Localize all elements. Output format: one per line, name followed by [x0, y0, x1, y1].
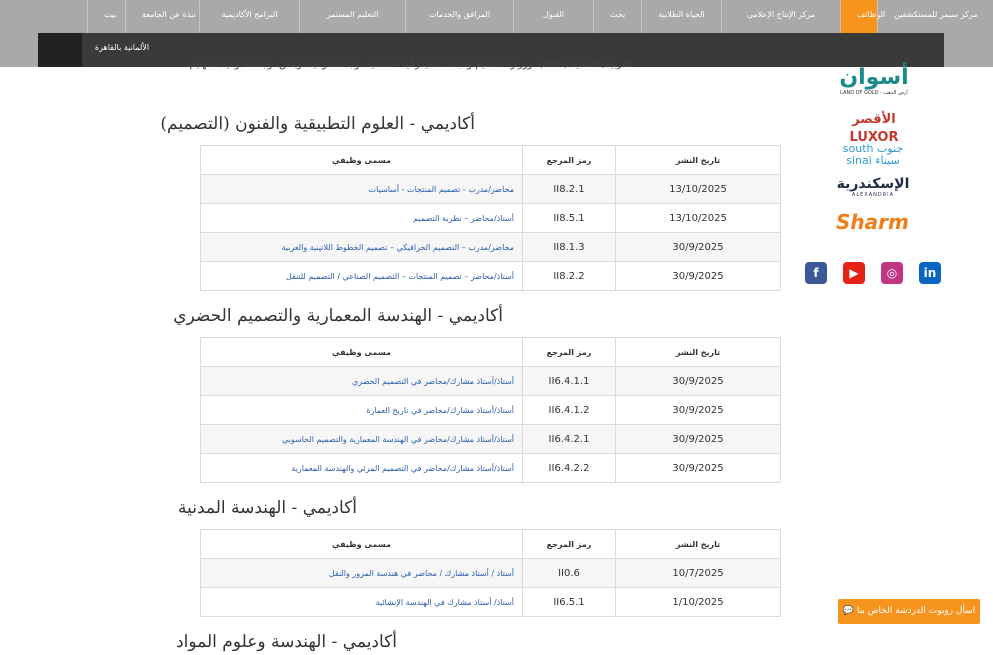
publish-date: 30/9/2025: [616, 367, 781, 396]
logo-south-sinai[interactable]: [830, 143, 916, 167]
linkedin-icon[interactable]: in: [919, 262, 941, 284]
main-menu: [87, 0, 993, 33]
reference-code: II6.4.1.1: [523, 367, 616, 396]
reference-code: II6.4.1.2: [523, 396, 616, 425]
jobs-table-applied-arts: [200, 145, 781, 291]
reference-code: II8.2.1: [523, 175, 616, 204]
nav-item[interactable]: الحياة الطلابية: [641, 0, 721, 33]
job-title-link[interactable]: أستاذ/محاضر – نظرية التصميم: [413, 213, 514, 223]
publish-date: 30/9/2025: [616, 425, 781, 454]
menu-item-german-cairo[interactable]: الألمانية بالقاهرة: [94, 43, 150, 52]
reference-code: II0.6: [523, 559, 616, 588]
table-header-row: [201, 338, 781, 367]
youtube-icon[interactable]: ▶: [843, 262, 865, 284]
job-title-cell: [201, 175, 523, 204]
job-title-link[interactable]: أستاذ / أستاذ مشارك / محاضر في هندسة المرور والنقل: [328, 568, 514, 578]
logo-luxor[interactable]: الأقصر LUXOR: [849, 112, 899, 145]
intro-text: العربية/الألمانية (AHK)، ووزارة التعليم والبحث الفيدرالية الألمانية، وجامعة ولاية توبنغن، وجامعة ولاية مانهايم.: [186, 59, 633, 70]
chatbot-button[interactable]: [838, 599, 980, 624]
publish-date: 30/9/2025: [616, 262, 781, 291]
logo-alexandria-sub: ALEXANDRIA: [851, 192, 895, 198]
nav-item[interactable]: الوظائف: [840, 0, 877, 33]
social-links: [805, 262, 941, 286]
job-title-cell: [201, 559, 523, 588]
job-title-link[interactable]: أستاذ/أستاذ مشارك/محاضر في التصميم المرئي والهندسة المعمارية: [291, 463, 514, 473]
job-title-cell: [201, 262, 523, 291]
job-title-cell: [201, 588, 523, 617]
section-title-civil: أكاديمي - الهندسة المدنية: [177, 498, 357, 518]
table-header-row: [201, 146, 781, 175]
reference-code: II6.4.2.1: [523, 425, 616, 454]
nav-item[interactable]: مركز سيمر للمستكشفين: [877, 0, 993, 33]
logo-aswan-text: أسوان: [839, 65, 909, 90]
nav-item[interactable]: مركز الإنتاج الإعلامي: [721, 0, 840, 33]
section-title-materials: أكاديمي - الهندسة وعلوم المواد: [176, 632, 397, 652]
jobs-table-civil: [200, 529, 781, 617]
job-title-cell: [201, 425, 523, 454]
reference-code: II8.1.3: [523, 233, 616, 262]
job-title-cell: [201, 233, 523, 262]
job-title-cell: [201, 454, 523, 483]
instagram-icon[interactable]: ◎: [881, 262, 903, 284]
publish-date: 30/9/2025: [616, 396, 781, 425]
col-header-title: مسمى وظيفي: [201, 530, 523, 559]
publish-date: 13/10/2025: [616, 175, 781, 204]
logo-south-sinai-line1: south جنوب: [842, 142, 904, 155]
publish-date: 1/10/2025: [616, 588, 781, 617]
table-row: [201, 367, 781, 396]
nav-item[interactable]: القبول: [513, 0, 593, 33]
logo-sharm[interactable]: Sharm: [836, 210, 909, 234]
job-title-cell: [201, 396, 523, 425]
table-row: [201, 233, 781, 262]
intro-paragraph: [183, 59, 633, 92]
reference-code: II6.5.1: [523, 588, 616, 617]
nav-item[interactable]: البرامج الأكاديمية: [199, 0, 299, 33]
col-header-code: رمز المرجع: [523, 530, 616, 559]
table-row: [201, 175, 781, 204]
job-title-link[interactable]: أستاذ/أستاذ مشارك/محاضر في تاريخ العمارة: [366, 405, 514, 415]
chat-icon: 💬: [842, 606, 854, 616]
col-header-title: مسمى وظيفي: [201, 146, 523, 175]
publish-date: 30/9/2025: [616, 233, 781, 262]
menu-tile: [38, 33, 82, 67]
job-title-cell: [201, 367, 523, 396]
col-header-date: تاريخ النشر: [616, 530, 781, 559]
table-header-row: [201, 530, 781, 559]
table-row: [201, 396, 781, 425]
jobs-table-architecture: [200, 337, 781, 483]
nav-item[interactable]: بيت: [87, 0, 125, 33]
job-title-link[interactable]: أستاذ/محاضر – تصميم المنتجات – التصميم الصناعي / التصميم للتنقل: [285, 271, 514, 281]
reference-code: II8.5.1: [523, 204, 616, 233]
facebook-icon[interactable]: f: [805, 262, 827, 284]
job-title-link[interactable]: أستاذ/أستاذ مشارك/محاضر في التصميم الحضري: [352, 376, 514, 386]
col-header-code: رمز المرجع: [523, 146, 616, 175]
col-header-title: مسمى وظيفي: [201, 338, 523, 367]
col-header-date: تاريخ النشر: [616, 146, 781, 175]
reference-code: II8.2.2: [523, 262, 616, 291]
logo-alexandria-text: الإسكندرية: [836, 176, 910, 192]
nav-item[interactable]: بحث: [593, 0, 641, 33]
publish-date: 10/7/2025: [616, 559, 781, 588]
job-title-link[interactable]: أستاذ/ أستاذ مشارك في الهندسة الإنشائية: [375, 597, 514, 607]
table-row: [201, 425, 781, 454]
nav-item[interactable]: المرافق والخدمات: [405, 0, 513, 33]
job-title-link[interactable]: أستاذ/أستاذ مشارك/محاضر في الهندسة المعمارية والتصميم الحاسوبي: [282, 434, 514, 444]
table-row: [201, 559, 781, 588]
col-header-date: تاريخ النشر: [616, 338, 781, 367]
section-title-applied-arts: أكاديمي - العلوم التطبيقية والفنون (التصميم): [160, 114, 475, 134]
publish-date: 30/9/2025: [616, 454, 781, 483]
job-title-link[interactable]: محاضر/مدرب – التصميم الجرافيكي – تصميم الخطوط اللاتينية والعربية: [281, 242, 514, 252]
nav-item[interactable]: نبذة عن الجامعة: [125, 0, 199, 33]
logo-south-sinai-line2: sinai سيناء: [846, 154, 900, 167]
job-title-cell: [201, 204, 523, 233]
nav-item[interactable]: التعليم المستمر: [299, 0, 405, 33]
table-row: [201, 588, 781, 617]
logo-aswan[interactable]: [832, 66, 916, 96]
table-row: [201, 262, 781, 291]
publish-date: 13/10/2025: [616, 204, 781, 233]
job-title-link[interactable]: محاضر/مدرب - تصميم المنتجات - أساسيات: [368, 184, 514, 194]
col-header-code: رمز المرجع: [523, 338, 616, 367]
top-navigation: [0, 0, 993, 67]
logo-aswan-sub: LAND OF GOLD · أرض الذهب: [840, 90, 908, 96]
reference-code: II6.4.2.2: [523, 454, 616, 483]
logo-alexandria[interactable]: [830, 176, 916, 198]
chatbot-label: اسأل روبوت الدردشة الخاص بنا: [856, 606, 976, 616]
table-row: [201, 204, 781, 233]
section-title-architecture: أكاديمي - الهندسة المعمارية والتصميم الحضري: [173, 306, 503, 326]
table-row: [201, 454, 781, 483]
